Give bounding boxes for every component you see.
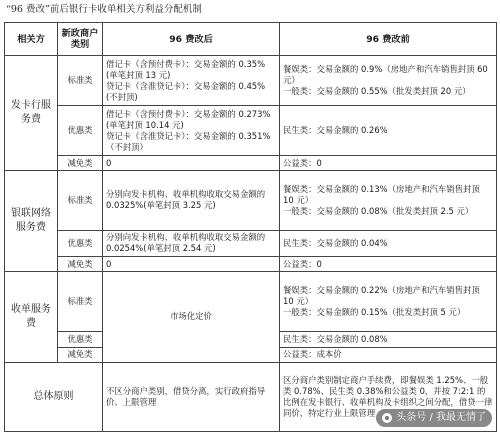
category-cell: 减免类 <box>58 156 103 171</box>
header-before: 96 费改前 <box>280 23 497 56</box>
before-cell: 公益类：0 <box>280 156 497 171</box>
before-cell: 公益类：成本价 <box>280 347 497 362</box>
category-cell: 优惠类 <box>58 106 103 156</box>
after-cell: 分别向发卡机构、收单机构收取交易金额的 0.0254%(单笔封顶 2.54 元) <box>103 230 280 257</box>
after-cell: 借记卡（含预付费卡）：交易金额的 0.35%(单笔封顶 13 元) 贷记卡（含准贷记卡）：交易金额的 0.45%(不封顶) <box>103 56 280 106</box>
category-cell: 标准类 <box>58 272 103 332</box>
watermark-logo-icon <box>382 413 392 423</box>
before-cell: 民生类：交易金额的 0.08% <box>280 331 497 347</box>
before-cell: 民生类：交易金额的 0.04% <box>280 230 497 257</box>
party-principle: 总体原则 <box>5 362 103 431</box>
table-row <box>5 257 497 272</box>
table-row <box>5 56 497 106</box>
before-cell: 区分商户类别制定商户手续费，即餐娱类 1.25%、一般类 0.78%、民生类 0.38%和公益类 0，并按 7:2:1 的比例在发卡银行、收单机构及卡组织之间分配，借贷一律同价，特定行业上限管理 <box>280 362 497 431</box>
after-cell: 不区分商户类别，借贷分离，实行政府指导价、上限管理 <box>103 362 280 431</box>
category-cell: 标准类 <box>58 171 103 231</box>
after-cell: 0 <box>103 156 280 171</box>
before-cell: 民生类：交易金额的 0.26% <box>280 106 497 156</box>
category-cell: 优惠类 <box>58 331 103 347</box>
table-row <box>5 230 497 257</box>
after-cell-merged: 市场化定价 <box>103 272 280 363</box>
before-cell: 餐娱类：交易金额的 0.9%（房地产和汽车销售封顶 60 元） 一般类：交易金额的 0.55%（批发类封顶 20 元） <box>280 56 497 106</box>
party-issuer-fee: 发卡行服务费 <box>5 56 58 171</box>
before-cell: 餐娱类：交易金额的 0.22%（房地产和汽车销售封顶 10 元） 一般类：交易金额的 0.15%（批发类封顶 5 元） <box>280 272 497 332</box>
table-title: “96 费改”前后银行卡收单相关方利益分配机制 <box>6 4 202 15</box>
table-row <box>5 106 497 156</box>
table-row <box>5 171 497 231</box>
category-cell: 优惠类 <box>58 230 103 257</box>
category-cell: 减免类 <box>58 347 103 362</box>
fee-comparison-table <box>4 22 497 432</box>
header-after: 96 费改后 <box>103 23 280 56</box>
party-acquiring-fee: 收单服务费 <box>5 272 58 363</box>
watermark <box>376 409 492 427</box>
category-cell: 标准类 <box>58 56 103 106</box>
header-row <box>5 23 497 56</box>
category-cell: 减免类 <box>58 257 103 272</box>
party-network-fee: 银联网络服务费 <box>5 171 58 272</box>
watermark-text: 头条号 / 我最无情了 <box>396 412 486 423</box>
table-row <box>5 156 497 171</box>
after-cell: 借记卡（含预付费卡）：交易金额的 0.273%(单笔封顶 10.14 元) 贷记卡（含准贷记卡）：交易金额的 0.351%（不封顶） <box>103 106 280 156</box>
after-cell: 分别向发卡机构、收单机构收取交易金额的 0.0325%(单笔封顶 3.25 元) <box>103 171 280 231</box>
header-category: 新政商户类别 <box>58 23 103 56</box>
after-cell: 0 <box>103 257 280 272</box>
before-cell: 公益类：0 <box>280 257 497 272</box>
header-party: 相关方 <box>5 23 58 56</box>
before-cell: 餐娱类：交易金额的 0.13%（房地产和汽车销售封顶 10 元） 一般类：交易金额的 0.08%（批发类封顶 2.5 元） <box>280 171 497 231</box>
table-row <box>5 272 497 332</box>
